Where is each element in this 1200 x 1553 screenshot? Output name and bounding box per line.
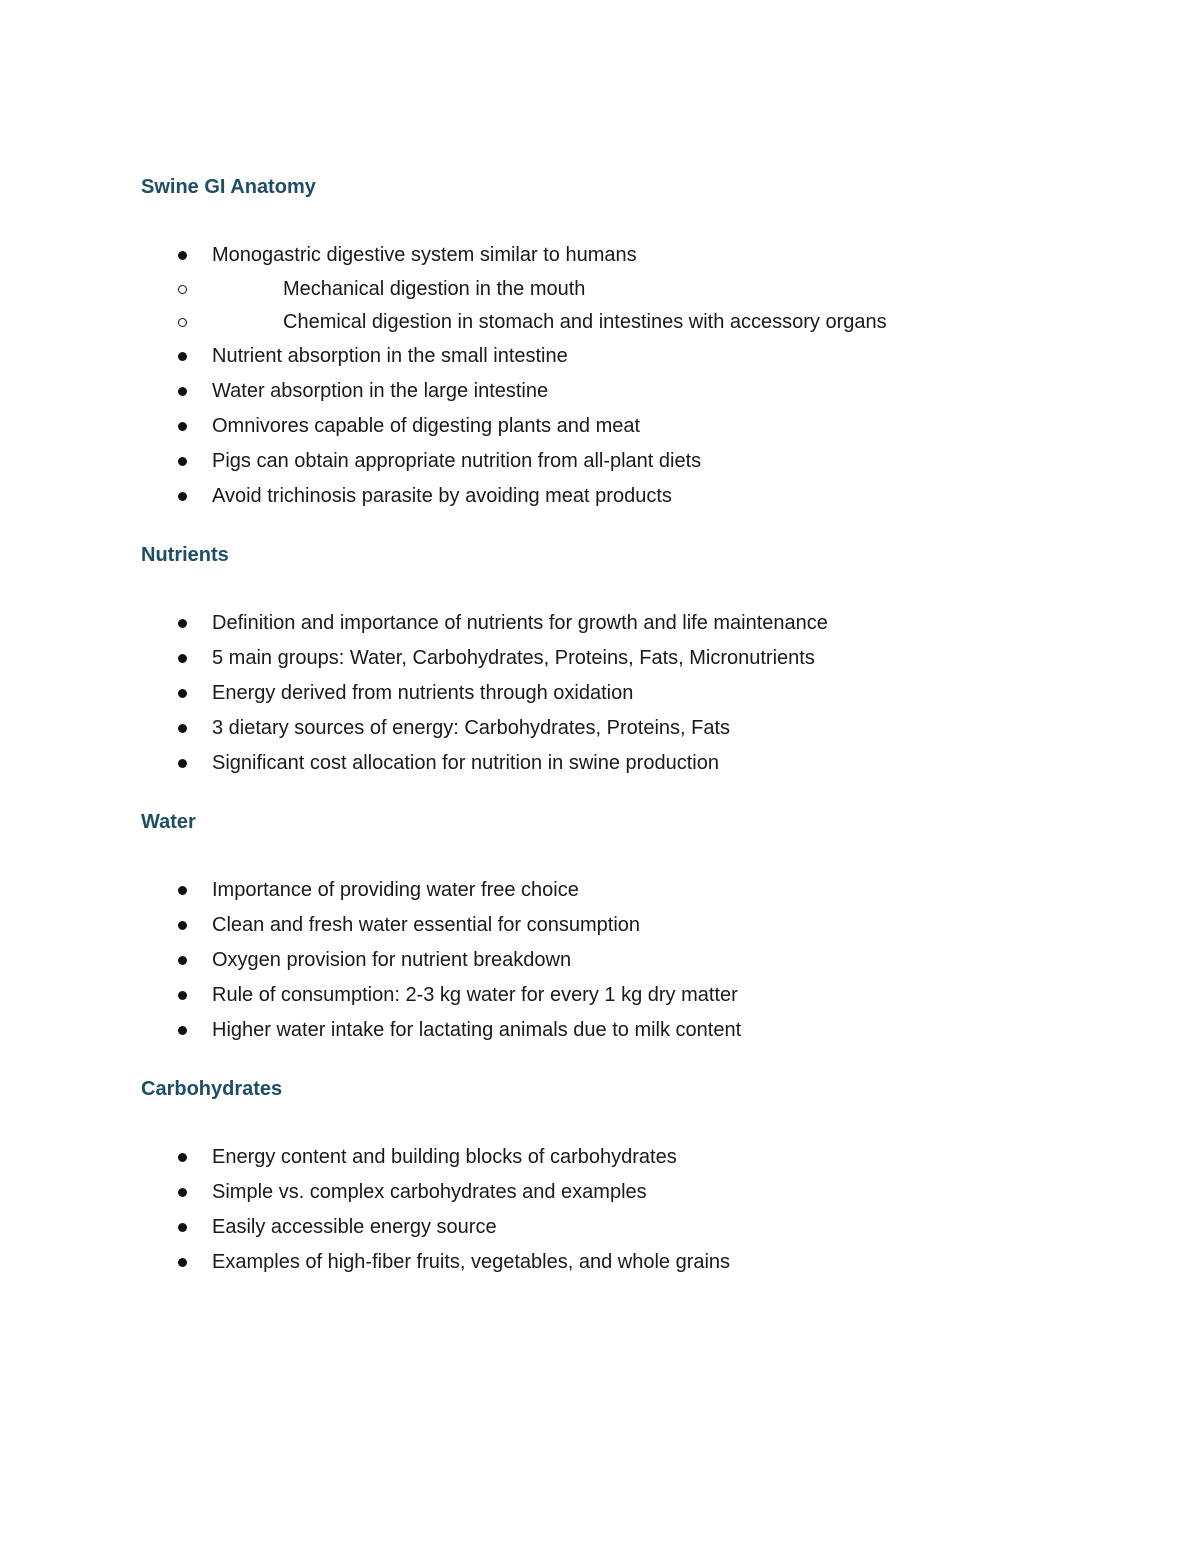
sub-list-item bbox=[141, 273, 1041, 306]
list-item-text: Oxygen provision for nutrient breakdown bbox=[212, 949, 572, 971]
list-item bbox=[141, 444, 1041, 479]
list-item bbox=[141, 374, 1041, 409]
section-water bbox=[141, 807, 1041, 1048]
list-item-text: Simple vs. complex carbohydrates and examples bbox=[212, 1181, 647, 1203]
list-item bbox=[141, 873, 1041, 908]
list-item bbox=[141, 711, 1041, 746]
list-item-text: Omnivores capable of digesting plants and meat bbox=[212, 415, 641, 437]
list-item bbox=[141, 409, 1041, 444]
list-item bbox=[141, 943, 1041, 978]
list-item bbox=[141, 746, 1041, 781]
list-item-text: Higher water intake for lactating animals due to milk content bbox=[212, 1019, 742, 1041]
bullet-list bbox=[141, 606, 1041, 781]
bullet-list bbox=[141, 873, 1041, 1048]
list-item-text: 3 dietary sources of energy: Carbohydrates, Proteins, Fats bbox=[212, 717, 731, 739]
list-item-text: Nutrient absorption in the small intestine bbox=[212, 345, 568, 367]
bullet-list bbox=[141, 1140, 1041, 1280]
sub-list-item-text: Chemical digestion in stomach and intestines with accessory organs bbox=[283, 311, 887, 333]
list-item bbox=[141, 1245, 1041, 1280]
list-item bbox=[141, 1210, 1041, 1245]
list-item bbox=[141, 339, 1041, 374]
list-item bbox=[141, 978, 1041, 1013]
section-carbohydrates bbox=[141, 1074, 1041, 1280]
section-heading: Water bbox=[141, 811, 196, 833]
document-content bbox=[141, 172, 1041, 1306]
sub-list-item bbox=[141, 306, 1041, 339]
section-nutrients bbox=[141, 540, 1041, 781]
list-item-text: Rule of consumption: 2-3 kg water for every 1 kg dry matter bbox=[212, 984, 738, 1006]
list-item bbox=[141, 606, 1041, 641]
bullet-list bbox=[141, 238, 1041, 514]
list-item-text: Water absorption in the large intestine bbox=[212, 380, 549, 402]
sub-bullet-list bbox=[141, 273, 1041, 339]
list-item bbox=[141, 908, 1041, 943]
list-item bbox=[141, 1013, 1041, 1048]
list-item-text: Easily accessible energy source bbox=[212, 1216, 497, 1238]
list-item-text: Energy content and building blocks of carbohydrates bbox=[212, 1146, 677, 1168]
list-item bbox=[141, 238, 1041, 339]
section-swine-gi-anatomy bbox=[141, 172, 1041, 514]
list-item-text: Energy derived from nutrients through oxidation bbox=[212, 682, 634, 704]
list-item bbox=[141, 641, 1041, 676]
list-item-text: Examples of high-fiber fruits, vegetables, and whole grains bbox=[212, 1251, 731, 1273]
list-item-text: Pigs can obtain appropriate nutrition from all-plant diets bbox=[212, 450, 702, 472]
list-item bbox=[141, 1140, 1041, 1175]
section-heading: Carbohydrates bbox=[141, 1078, 283, 1100]
sub-list-item-text: Mechanical digestion in the mouth bbox=[283, 278, 586, 300]
list-item-text: 5 main groups: Water, Carbohydrates, Proteins, Fats, Micronutrients bbox=[212, 647, 815, 669]
list-item-text: Avoid trichinosis parasite by avoiding meat products bbox=[212, 485, 672, 507]
list-item-text: Monogastric digestive system similar to humans bbox=[212, 244, 637, 266]
list-item bbox=[141, 676, 1041, 711]
list-item bbox=[141, 479, 1041, 514]
section-heading: Nutrients bbox=[141, 544, 229, 566]
list-item-text: Significant cost allocation for nutrition in swine production bbox=[212, 752, 719, 774]
list-item bbox=[141, 1175, 1041, 1210]
list-item-text: Definition and importance of nutrients for growth and life maintenance bbox=[212, 612, 828, 634]
list-item-text: Clean and fresh water essential for consumption bbox=[212, 914, 641, 936]
section-heading: Swine GI Anatomy bbox=[141, 176, 316, 198]
list-item-text: Importance of providing water free choice bbox=[212, 879, 579, 901]
